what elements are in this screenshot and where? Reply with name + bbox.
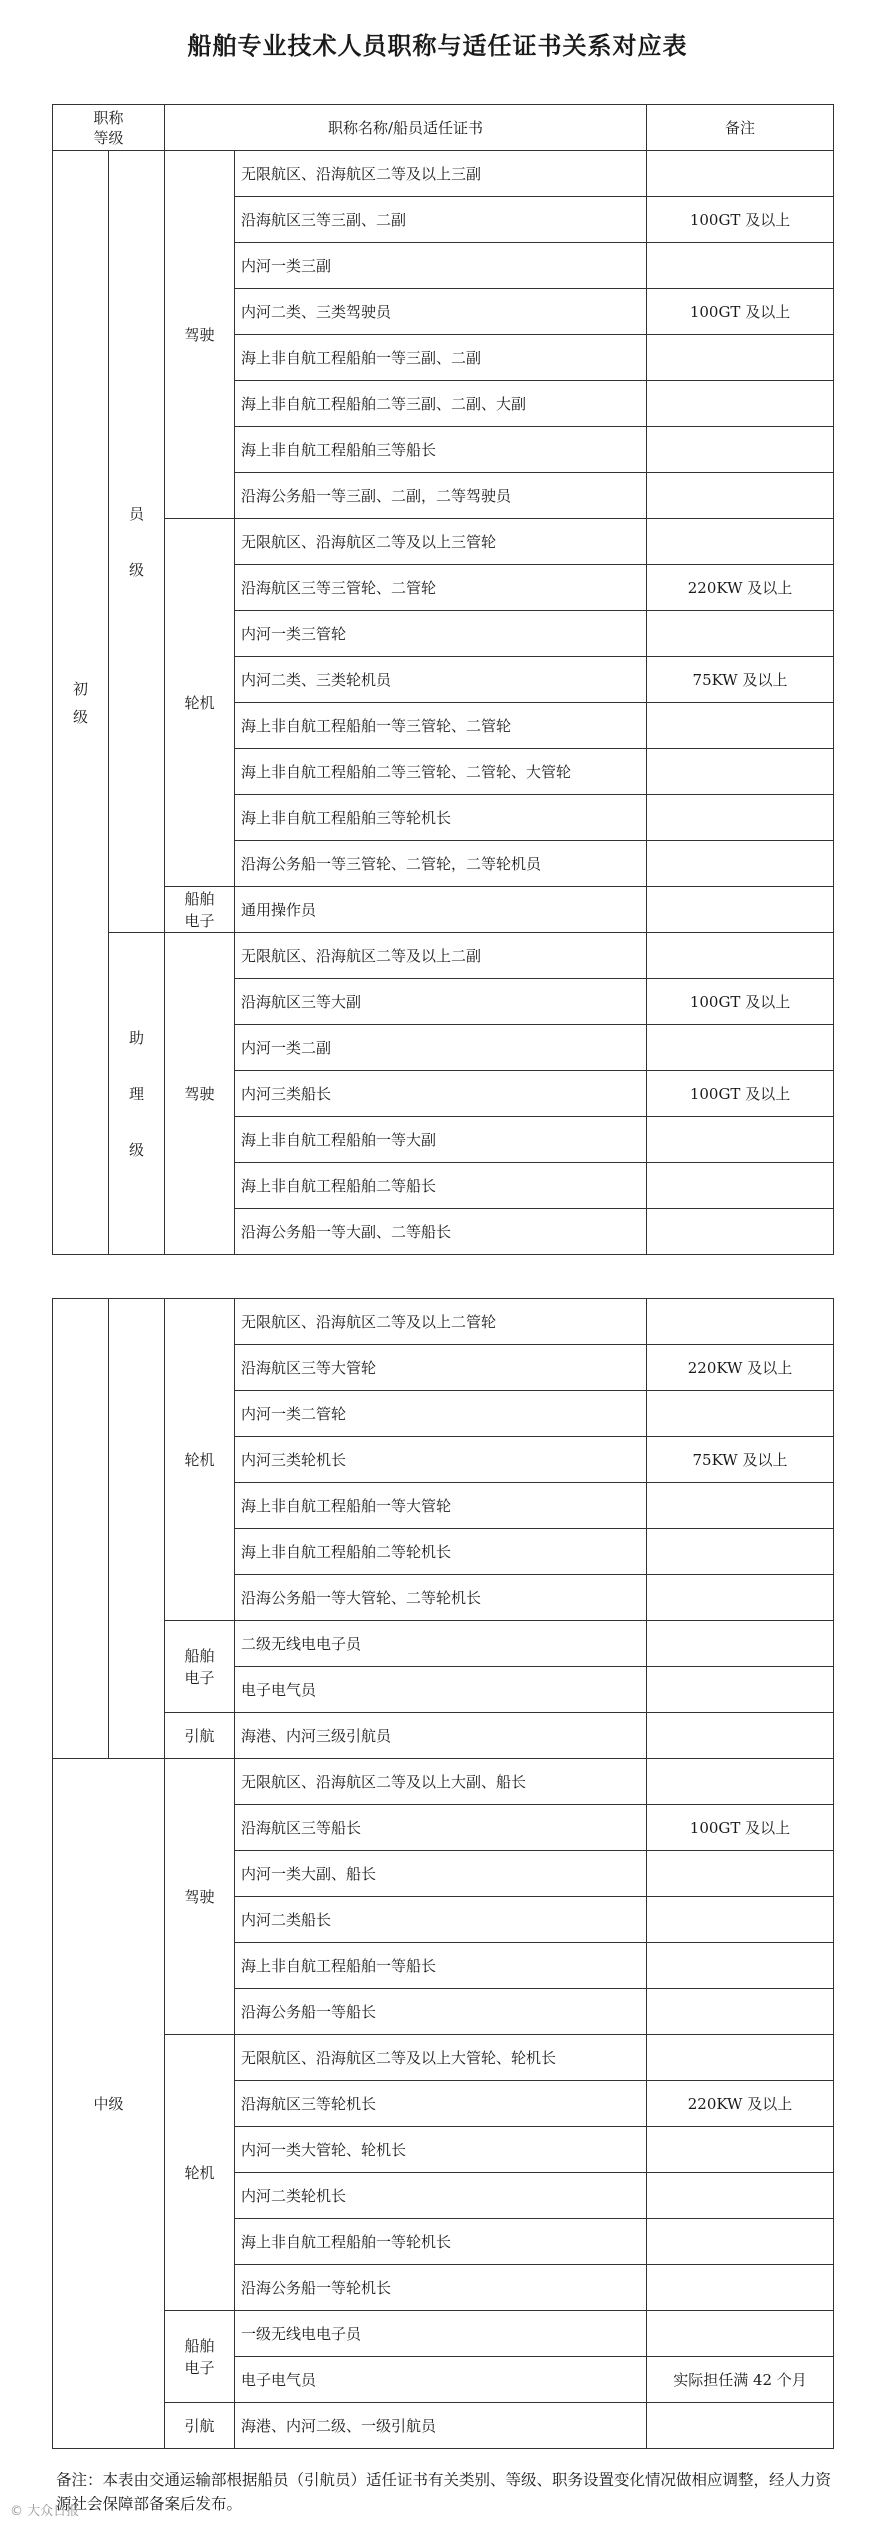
certificate-name: 海上非自航工程船舶二等船长 (235, 1163, 647, 1209)
remark-cell: 100GT 及以上 (647, 979, 834, 1025)
table-header-row (53, 105, 834, 151)
remark-cell (647, 1299, 834, 1345)
table-row (53, 887, 834, 933)
remark-cell (647, 611, 834, 657)
certificate-name: 海上非自航工程船舶一等大副 (235, 1117, 647, 1163)
certificate-name: 无限航区、沿海航区二等及以上二副 (235, 933, 647, 979)
certificate-name: 无限航区、沿海航区二等及以上三管轮 (235, 519, 647, 565)
certificate-name: 沿海航区三等船长 (235, 1805, 647, 1851)
category-lunji: 轮机 (165, 519, 235, 887)
remark-cell (647, 1163, 834, 1209)
remark-cell (647, 933, 834, 979)
category-dianzi: 船舶 电子 (165, 2311, 235, 2403)
remark-cell (647, 1943, 834, 1989)
remark-cell (647, 335, 834, 381)
certificate-name: 内河一类三管轮 (235, 611, 647, 657)
certificate-name: 海上非自航工程船舶一等三副、二副 (235, 335, 647, 381)
certificate-name: 沿海公务船一等大管轮、二等轮机长 (235, 1575, 647, 1621)
certificate-name: 无限航区、沿海航区二等及以上二管轮 (235, 1299, 647, 1345)
level-chuji-cont (53, 1299, 109, 1759)
certificate-name: 内河一类三副 (235, 243, 647, 289)
certificate-name: 沿海航区三等大管轮 (235, 1345, 647, 1391)
table-row (53, 933, 834, 979)
certificate-name: 沿海航区三等三副、二副 (235, 197, 647, 243)
remark-cell (647, 2403, 834, 2449)
certificate-name: 内河一类大副、船长 (235, 1851, 647, 1897)
remark-cell: 100GT 及以上 (647, 289, 834, 335)
certificate-name: 海上非自航工程船舶二等轮机长 (235, 1529, 647, 1575)
watermark: © 大众日报 (10, 2504, 80, 2519)
remark-cell (647, 427, 834, 473)
certificate-name: 一级无线电电子员 (235, 2311, 647, 2357)
header-name: 职称名称/船员适任证书 (165, 105, 647, 151)
remark-cell (647, 841, 834, 887)
certificate-name: 沿海航区三等大副 (235, 979, 647, 1025)
remark-cell (647, 2311, 834, 2357)
remark-cell: 实际担任满 42 个月 (647, 2357, 834, 2403)
level-zhuliji: 助 理 级 (109, 933, 165, 1255)
certificate-name: 内河二类轮机长 (235, 2173, 647, 2219)
certificate-name: 海上非自航工程船舶三等船长 (235, 427, 647, 473)
remark-cell: 100GT 及以上 (647, 1071, 834, 1117)
remark-cell (647, 887, 834, 933)
remark-cell (647, 473, 834, 519)
remark-cell (647, 1025, 834, 1071)
category-yinhang: 引航 (165, 1713, 235, 1759)
remark-cell: 100GT 及以上 (647, 197, 834, 243)
table-row (53, 2403, 834, 2449)
certificate-name: 沿海公务船一等三副、二副，二等驾驶员 (235, 473, 647, 519)
certificate-name: 海上非自航工程船舶一等轮机长 (235, 2219, 647, 2265)
certificate-name: 海上非自航工程船舶三等轮机长 (235, 795, 647, 841)
correspondence-table-part-2 (52, 1298, 834, 2449)
page-title: 船舶专业技术人员职称与适任证书关系对应表 (187, 31, 688, 60)
certificate-name: 无限航区、沿海航区二等及以上大管轮、轮机长 (235, 2035, 647, 2081)
remark-cell (647, 151, 834, 197)
certificate-name: 海港、内河三级引航员 (235, 1713, 647, 1759)
certificate-name: 海上非自航工程船舶一等三管轮、二管轮 (235, 703, 647, 749)
header-remark: 备注 (647, 105, 834, 151)
certificate-name: 内河一类大管轮、轮机长 (235, 2127, 647, 2173)
certificate-name: 无限航区、沿海航区二等及以上大副、船长 (235, 1759, 647, 1805)
category-dianzi: 船舶 电子 (165, 887, 235, 933)
category-yinhang: 引航 (165, 2403, 235, 2449)
certificate-name: 海上非自航工程船舶二等三副、二副、大副 (235, 381, 647, 427)
certificate-name: 内河一类二管轮 (235, 1391, 647, 1437)
remark-cell (647, 1575, 834, 1621)
remark-cell (647, 1667, 834, 1713)
certificate-name: 沿海公务船一等三管轮、二管轮，二等轮机员 (235, 841, 647, 887)
table-row (53, 2311, 834, 2357)
certificate-name: 内河三类轮机长 (235, 1437, 647, 1483)
category-jiashi: 驾驶 (165, 933, 235, 1255)
certificate-name: 沿海公务船一等大副、二等船长 (235, 1209, 647, 1255)
header-level: 职称 等级 (53, 105, 165, 151)
certificate-name: 内河一类二副 (235, 1025, 647, 1071)
level-yuanji: 员 级 (109, 151, 165, 933)
category-lunji: 轮机 (165, 1299, 235, 1621)
remark-cell (647, 1117, 834, 1163)
remark-cell: 220KW 及以上 (647, 1345, 834, 1391)
certificate-name: 沿海航区三等轮机长 (235, 2081, 647, 2127)
remark-cell: 75KW 及以上 (647, 1437, 834, 1483)
category-dianzi: 船舶 电子 (165, 1621, 235, 1713)
remark-cell (647, 703, 834, 749)
table-row (53, 519, 834, 565)
remark-cell (647, 1713, 834, 1759)
level-zhongji: 中级 (53, 1759, 165, 2449)
remark-cell (647, 381, 834, 427)
certificate-name: 海港、内河二级、一级引航员 (235, 2403, 647, 2449)
table-row (53, 1759, 834, 1805)
table-row (53, 1713, 834, 1759)
remark-cell (647, 1851, 834, 1897)
remark-cell (647, 1621, 834, 1667)
remark-cell (647, 2173, 834, 2219)
remark-cell (647, 2219, 834, 2265)
certificate-name: 沿海公务船一等轮机长 (235, 2265, 647, 2311)
certificate-name: 海上非自航工程船舶一等船长 (235, 1943, 647, 1989)
remark-cell (647, 1529, 834, 1575)
certificate-name: 内河二类、三类驾驶员 (235, 289, 647, 335)
remark-cell (647, 243, 834, 289)
certificate-name: 海上非自航工程船舶二等三管轮、二管轮、大管轮 (235, 749, 647, 795)
certificate-name: 沿海公务船一等船长 (235, 1989, 647, 2035)
level-chuji: 初 级 (53, 151, 109, 1255)
certificate-name: 内河三类船长 (235, 1071, 647, 1117)
certificate-name: 内河二类、三类轮机员 (235, 657, 647, 703)
remark-cell (647, 1897, 834, 1943)
remark-cell: 100GT 及以上 (647, 1805, 834, 1851)
remark-cell: 220KW 及以上 (647, 565, 834, 611)
certificate-name: 二级无线电电子员 (235, 1621, 647, 1667)
remark-cell (647, 1989, 834, 2035)
table-row (53, 1299, 834, 1345)
certificate-name: 电子电气员 (235, 1667, 647, 1713)
category-jiashi: 驾驶 (165, 151, 235, 519)
table-row (53, 151, 834, 197)
remark-cell (647, 1209, 834, 1255)
remark-cell (647, 1759, 834, 1805)
remark-cell (647, 749, 834, 795)
category-jiashi: 驾驶 (165, 1759, 235, 2035)
remark-cell (647, 1391, 834, 1437)
table-row (53, 2035, 834, 2081)
remark-cell: 75KW 及以上 (647, 657, 834, 703)
remark-cell (647, 2035, 834, 2081)
footnote: 备注：本表由交通运输部根据船员（引航员）适任证书有关类别、等级、职务设置变化情况做相应调整，经人力资源社会保障部备案后发布。 (56, 2471, 832, 2513)
certificate-name: 海上非自航工程船舶一等大管轮 (235, 1483, 647, 1529)
remark-cell (647, 795, 834, 841)
certificate-name: 内河二类船长 (235, 1897, 647, 1943)
table-row (53, 1621, 834, 1667)
remark-cell (647, 1483, 834, 1529)
remark-cell (647, 519, 834, 565)
certificate-name: 沿海航区三等三管轮、二管轮 (235, 565, 647, 611)
remark-cell (647, 2127, 834, 2173)
remark-cell: 220KW 及以上 (647, 2081, 834, 2127)
certificate-name: 无限航区、沿海航区二等及以上三副 (235, 151, 647, 197)
category-lunji: 轮机 (165, 2035, 235, 2311)
certificate-name: 通用操作员 (235, 887, 647, 933)
certificate-name: 电子电气员 (235, 2357, 647, 2403)
remark-cell (647, 2265, 834, 2311)
level-zhuliji-cont (109, 1299, 165, 1759)
correspondence-table-part-1 (52, 104, 834, 1255)
